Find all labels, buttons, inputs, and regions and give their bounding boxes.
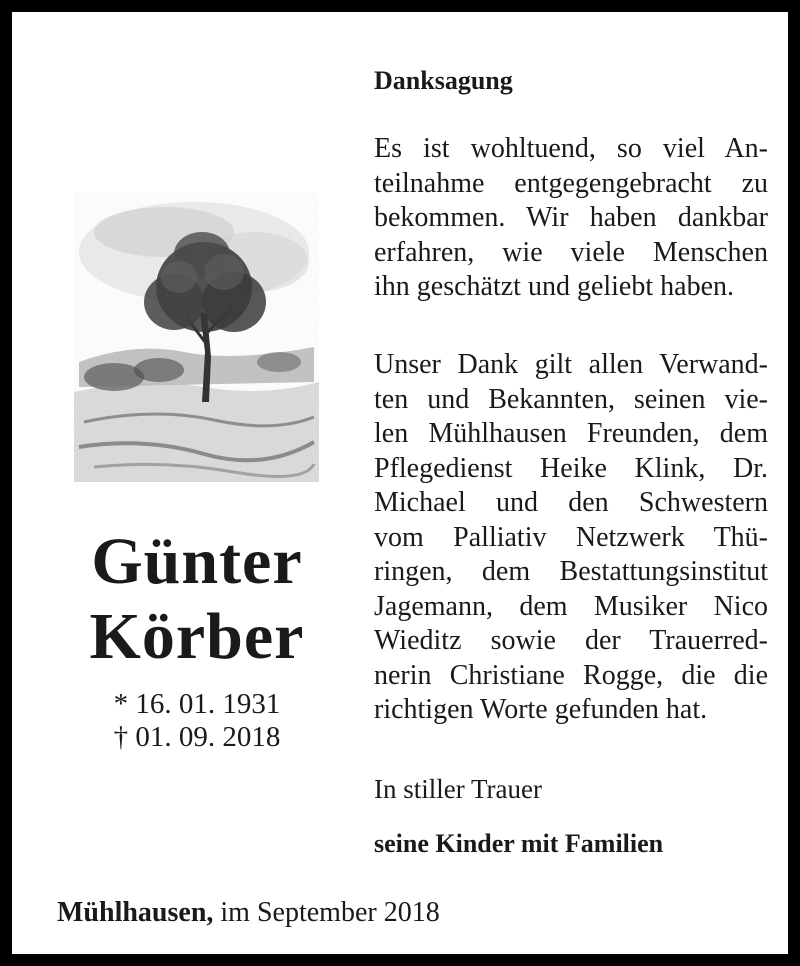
footer-place: Mühlhausen, [57,897,214,928]
thanks-paragraph-1 [374,132,768,305]
text-line: ringen, dem Bestattungsinstitut [374,556,768,587]
signature: seine Kinder mit Familien [374,829,664,858]
text-line: teilnahme entgegengebracht zu [374,167,768,199]
tree-landscape-illustration [74,192,319,482]
text-line: Pflegedienst Heike Klink, Dr. [374,452,768,484]
life-dates [42,688,352,754]
text-line: Unser Dank gilt allen Verwand- [374,349,768,380]
birth-date: * 16. 01. 1931 [113,688,281,720]
text-line: Jagemann, dem Musiker Nico [374,590,768,622]
text-line: Wieditz sowie der Trauerred- [374,625,768,656]
text-line: erfahren, wie viele Menschen [374,236,768,268]
text-line: vom Palliativ Netzwerk Thü- [374,521,768,553]
deceased-first-name: Günter [91,525,303,598]
death-date: † 01. 09. 2018 [113,721,281,753]
text-line: richtigen Worte gefunden hat. [374,694,708,725]
deceased-last-name: Körber [89,600,305,673]
closing-line: In stiller Trauer [374,774,542,804]
text-line: nerin Christiane Rogge, die die [374,659,768,691]
thanks-paragraph-2 [374,348,768,728]
text-line: Es ist wohltuend, so viel An- [374,133,768,164]
footer-date: im September 2018 [213,897,440,928]
text-line: Michael und den Schwestern [374,487,768,518]
text-line: ihn geschätzt und geliebt haben. [374,271,734,302]
text-line: bekommen. Wir haben dankbar [374,202,768,233]
footer-place-date [57,896,440,930]
text-line: len Mühlhausen Freunden, dem [374,418,768,449]
text-line: ten und Bekannten, seinen vie- [374,383,768,415]
notice-heading: Danksagung [374,66,513,95]
